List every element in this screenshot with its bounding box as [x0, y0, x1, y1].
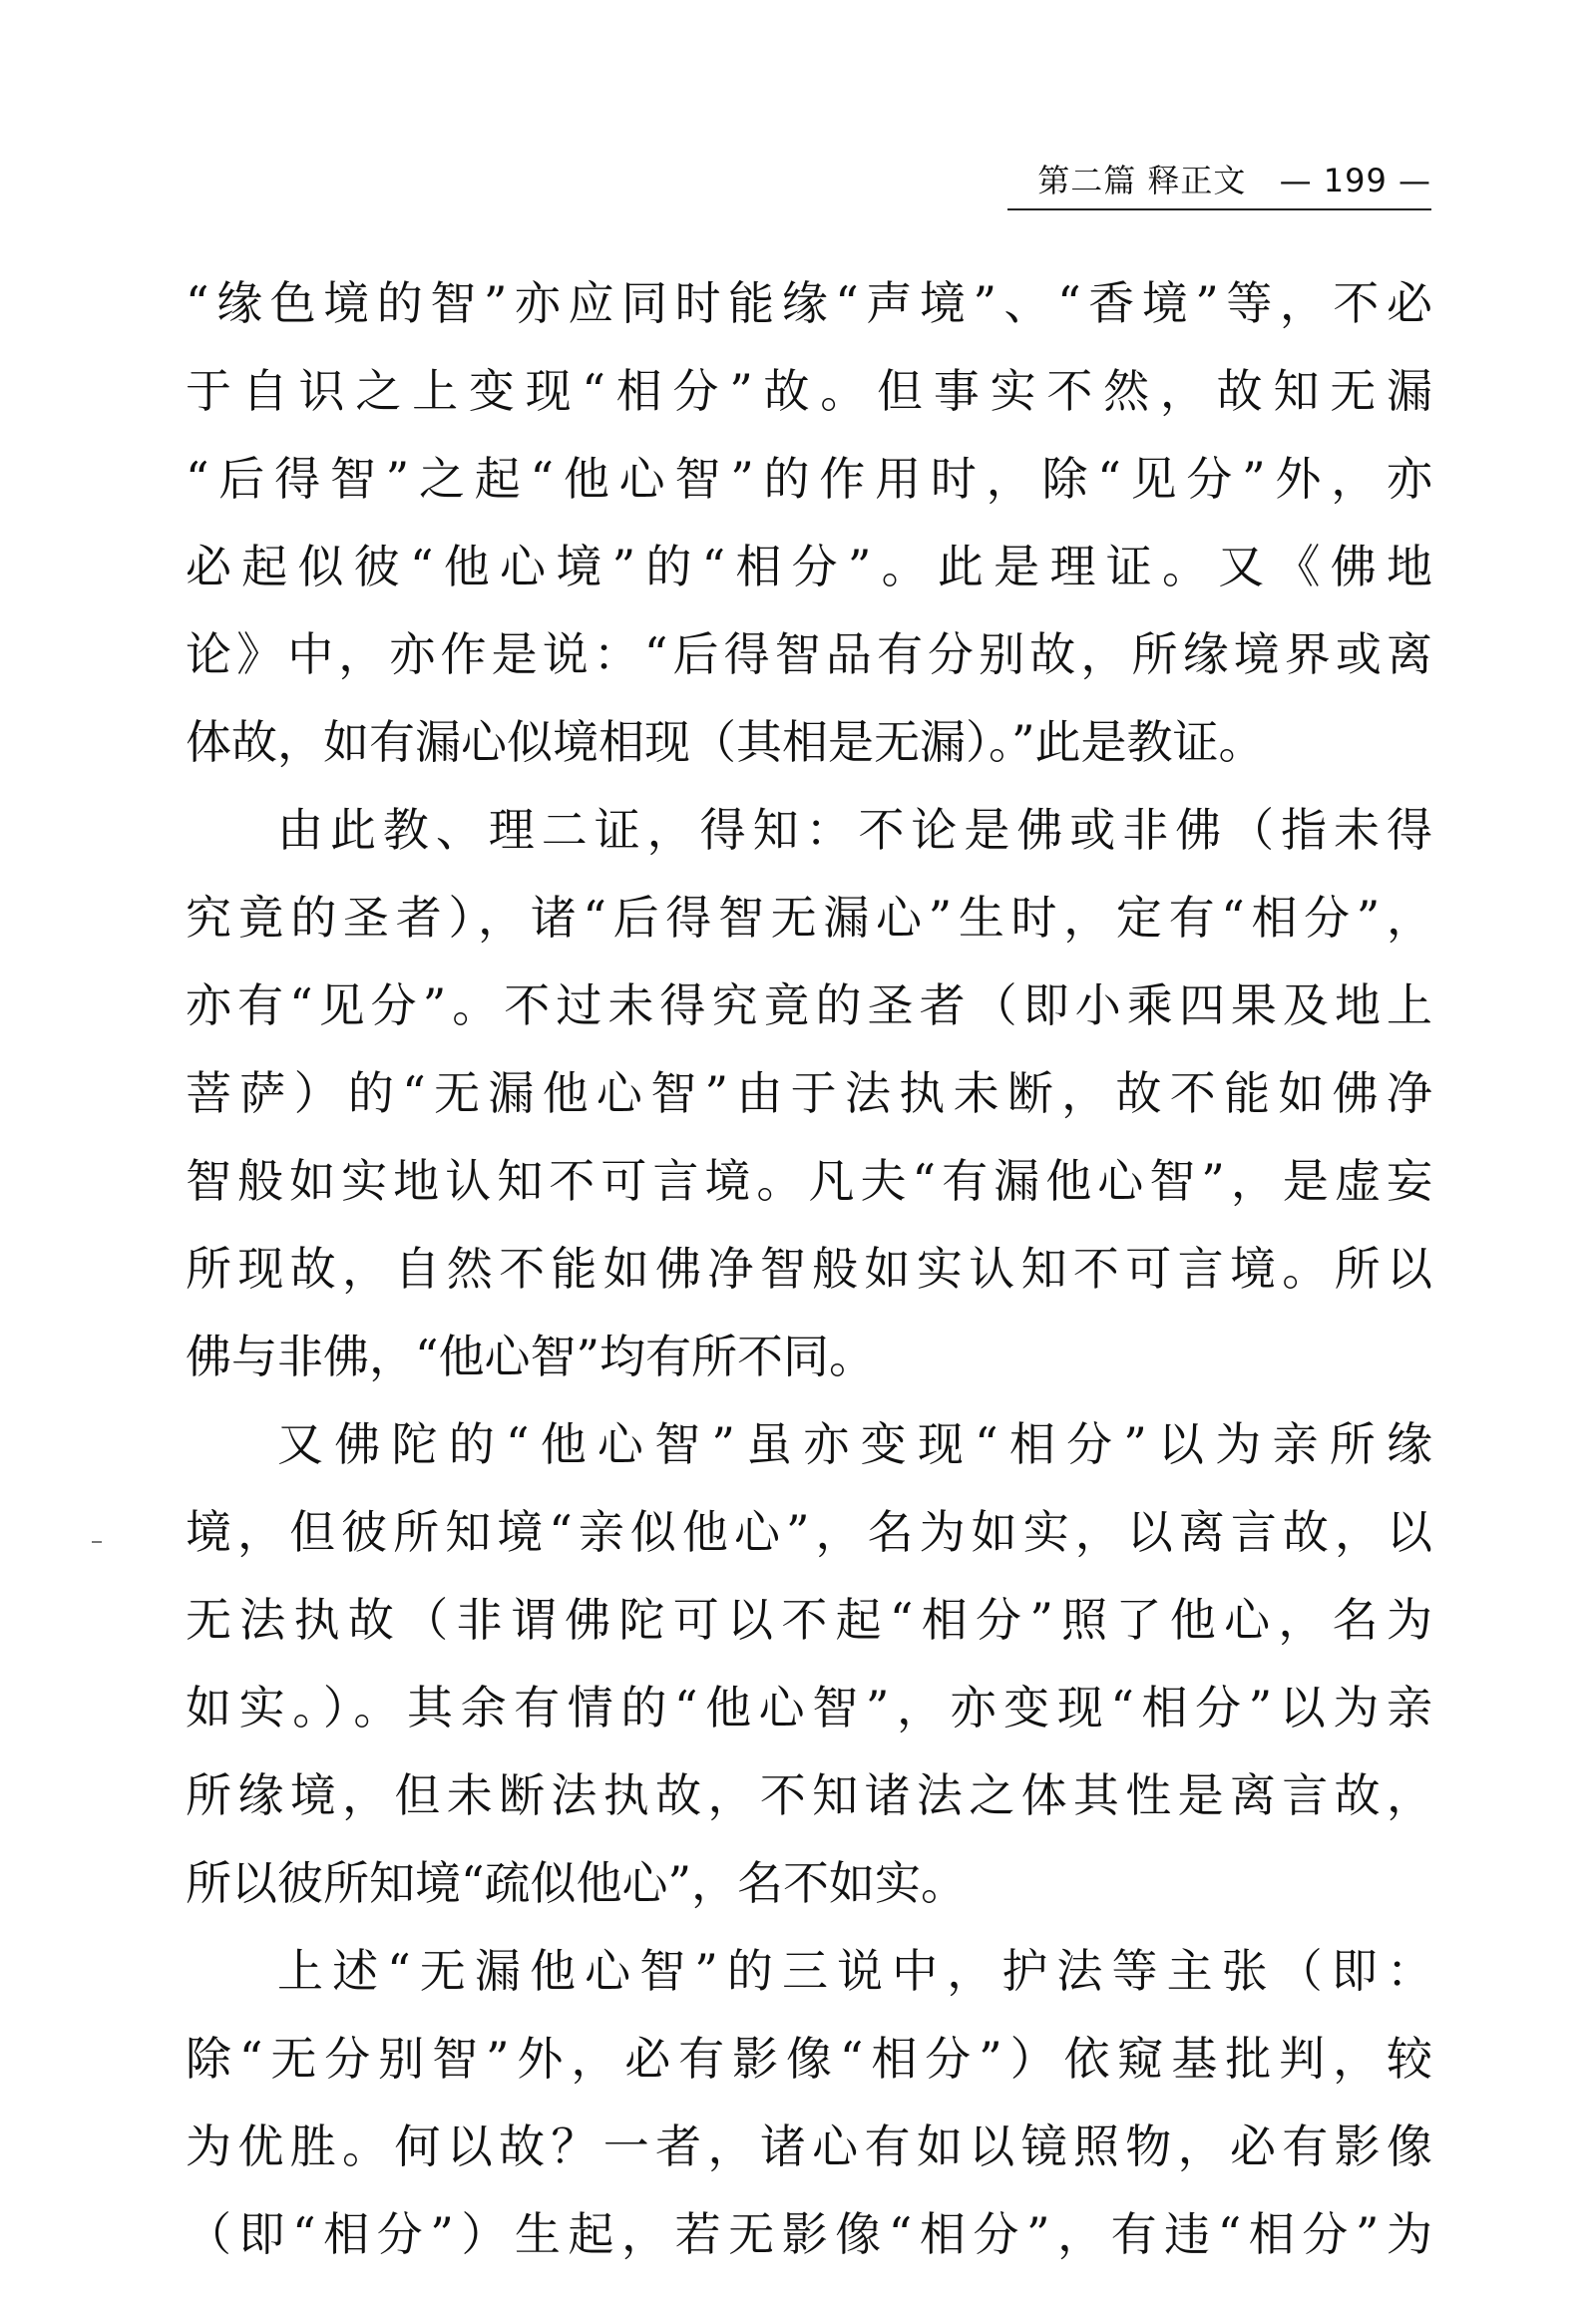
text-line: 由此教、理二证，得知：不论是佛或非佛（指未得 [277, 803, 1432, 857]
text-line: 如实。）。其余有情的“他心智”，亦变现“相分”以为亲 [186, 1681, 1432, 1734]
text-line: 所以彼所知境“疏似他心”，名不如实。 [186, 1856, 968, 1910]
paragraph-1 [186, 259, 1432, 786]
text-line: （即“相分”）生起，若无影像“相分”，有违“相分”为 [186, 2207, 1432, 2261]
text-line: 无法执故（非谓佛陀可以不起“相分”照了他心，名为 [186, 1593, 1432, 1647]
text-line: 又佛陀的“他心智”虽亦变现“相分”以为亲所缘 [277, 1417, 1432, 1471]
header-section-title: 第二篇 释正文 [1037, 162, 1247, 199]
text-line: 智般如实地认知不可言境。凡夫“有漏他心智”，是虚妄 [186, 1154, 1432, 1208]
text-line: 体故，如有漏心似境相现（其相是无漏）。”此是教证。 [186, 715, 1265, 769]
text-line: “后得智”之起“他心智”的作用时，除“见分”外，亦 [186, 452, 1432, 506]
body-text [186, 259, 1432, 2278]
paragraph-4 [186, 1927, 1432, 2278]
header-rule [1007, 208, 1431, 210]
text-line: 究竟的圣者），诸“后得智无漏心”生时，定有“相分”， [186, 891, 1432, 945]
running-header [1007, 158, 1431, 203]
text-line: 必起似彼“他心境”的“相分”。此是理证。又《佛地 [186, 540, 1432, 593]
paragraph-2 [186, 786, 1432, 1400]
header-page-number: — 199 — [1279, 162, 1431, 199]
text-line: 所现故，自然不能如佛净智般如实认知不可言境。所以 [186, 1242, 1432, 1296]
paragraph-3 [186, 1400, 1432, 1927]
text-line: 所缘境，但未断法执故，不知诸法之体其性是离言故， [186, 1768, 1432, 1822]
scan-artifact-mark [92, 1541, 102, 1543]
text-line: 佛与非佛，“他心智”均有所不同。 [186, 1330, 876, 1383]
text-line: 菩萨）的“无漏他心智”由于法执未断，故不能如佛净 [186, 1066, 1432, 1120]
text-line: 境，但彼所知境“亲似他心”，名为如实，以离言故，以 [186, 1505, 1432, 1559]
text-line: 论》中，亦作是说：“后得智品有分别故，所缘境界或离 [186, 627, 1432, 681]
text-line: 于自识之上变现“相分”故。但事实不然，故知无漏 [186, 364, 1432, 418]
text-line: 上述“无漏他心智”的三说中，护法等主张（即： [277, 1944, 1432, 1998]
text-line: “缘色境的智”亦应同时能缘“声境”、“香境”等，不必 [186, 276, 1432, 330]
text-line: 亦有“见分”。不过未得究竟的圣者（即小乘四果及地上 [186, 978, 1432, 1032]
text-line: 为优胜。何以故？一者，诸心有如以镜照物，必有影像 [186, 2119, 1432, 2173]
text-line: 除“无分别智”外，必有影像“相分”）依窥基批判，较 [186, 2032, 1432, 2086]
